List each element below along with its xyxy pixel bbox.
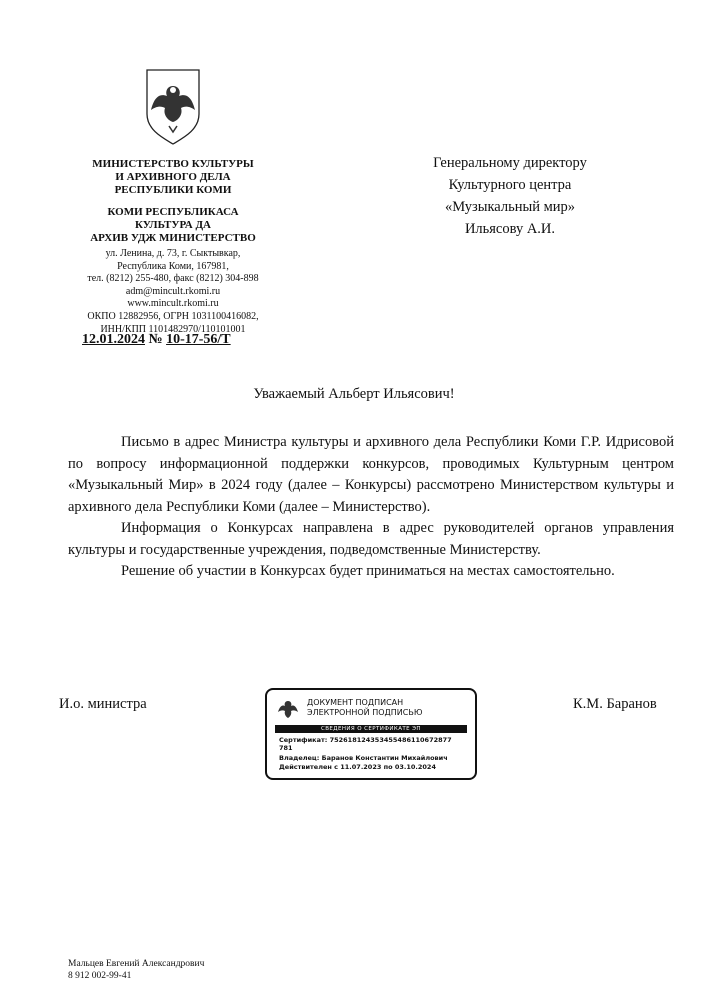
stamp-certificate-cont: 781 xyxy=(279,744,293,752)
number-sign: № xyxy=(148,332,163,347)
addressee-line: «Музыкальный мир» xyxy=(444,199,576,215)
signatory-name: К.М. Баранов xyxy=(573,696,657,712)
stamp-validity: Действителен с 11.07.2023 по 03.10.2024 xyxy=(279,763,436,771)
stamp-heading-line: ДОКУМЕНТ ПОДПИСАН xyxy=(307,698,404,707)
document-number: 10-17-56/Т xyxy=(166,332,231,347)
contact-line: Республика Коми, 167981, xyxy=(117,260,229,272)
stamp-certificate: Сертификат: 752618124353455486110672877 xyxy=(279,736,452,744)
body-paragraph: Письмо в адрес Министра культуры и архивного дела Республики Коми Г.Р. Идрисовой по вопросу информационной поддержки конкурсов, проводимых Культурным центром «Музыкальный Мир» в 2024 году (далее – Конкурсы) рассмотрено Министерством культуры и архивного дела Республики Коми (далее – Министерство). xyxy=(68,434,674,515)
executor-name: Мальцев Евгений Александрович xyxy=(68,959,205,969)
org-ru-line: МИНИСТЕРСТВО КУЛЬТУРЫ xyxy=(92,158,254,170)
org-komi-line: КУЛЬТУРА ДА xyxy=(135,219,211,231)
contact-line: ул. Ленина, д. 73, г. Сыктывкар, xyxy=(105,248,241,259)
executor-phone: 8 912 002-99-41 xyxy=(68,971,132,981)
stamp-owner: Владелец: Баранов Константин Михайлович xyxy=(279,754,448,762)
addressee-line: Ильясову А.И. xyxy=(464,221,556,237)
body-paragraph: Информация о Конкурсах направлена в адрес руководителей органов управления культуры и государственные учреждения, подведомственные Министерству. xyxy=(68,520,674,558)
addressee-line: Культурного центра xyxy=(448,177,572,193)
stamp-certificate-bar: СВЕДЕНИЯ О СЕРТИФИКАТЕ ЭП xyxy=(275,725,467,733)
document-date: 12.01.2024 xyxy=(82,332,145,347)
stamp-emblem-icon xyxy=(277,698,299,720)
org-komi-line: АРХИВ УДЖ МИНИСТЕРСТВО xyxy=(90,232,256,244)
stamp-heading-line: ЭЛЕКТРОННОЙ ПОДПИСЬЮ xyxy=(307,708,423,717)
stamp-heading xyxy=(307,698,422,718)
org-komi-line: КОМИ РЕСПУБЛИКАСА xyxy=(107,206,239,218)
coat-of-arms-icon xyxy=(143,66,203,146)
signatory-title: И.о. министра xyxy=(59,696,147,712)
electronic-signature-stamp xyxy=(265,688,477,780)
addressee-line: Генеральному директору xyxy=(433,155,587,171)
executor-info xyxy=(68,958,204,982)
org-ru-line: И АРХИВНОГО ДЕЛА xyxy=(115,171,231,183)
organization-contacts xyxy=(40,248,306,336)
contact-line: тел. (8212) 255-480, факс (8212) 304-898 xyxy=(87,273,259,285)
greeting: Уважаемый Альберт Ильясович! xyxy=(253,386,455,402)
document-reference xyxy=(82,332,282,348)
addressee xyxy=(396,152,624,240)
organization-name-ru xyxy=(40,158,306,197)
org-ru-line: РЕСПУБЛИКИ КОМИ xyxy=(114,184,232,196)
organization-name-komi xyxy=(40,206,306,245)
letter-body xyxy=(68,432,674,583)
body-paragraph: Решение об участии в Конкурсах будет приниматься на местах самостоятельно. xyxy=(121,563,615,579)
contact-line: ОКПО 12882956, ОГРН 1031100416082, xyxy=(87,310,259,322)
contact-website: www.mincult.rkomi.ru xyxy=(127,298,219,310)
contact-email: adm@mincult.rkomi.ru xyxy=(125,285,221,297)
contact-line: ИНН/КПП 1101482970/110101001 xyxy=(100,323,246,335)
